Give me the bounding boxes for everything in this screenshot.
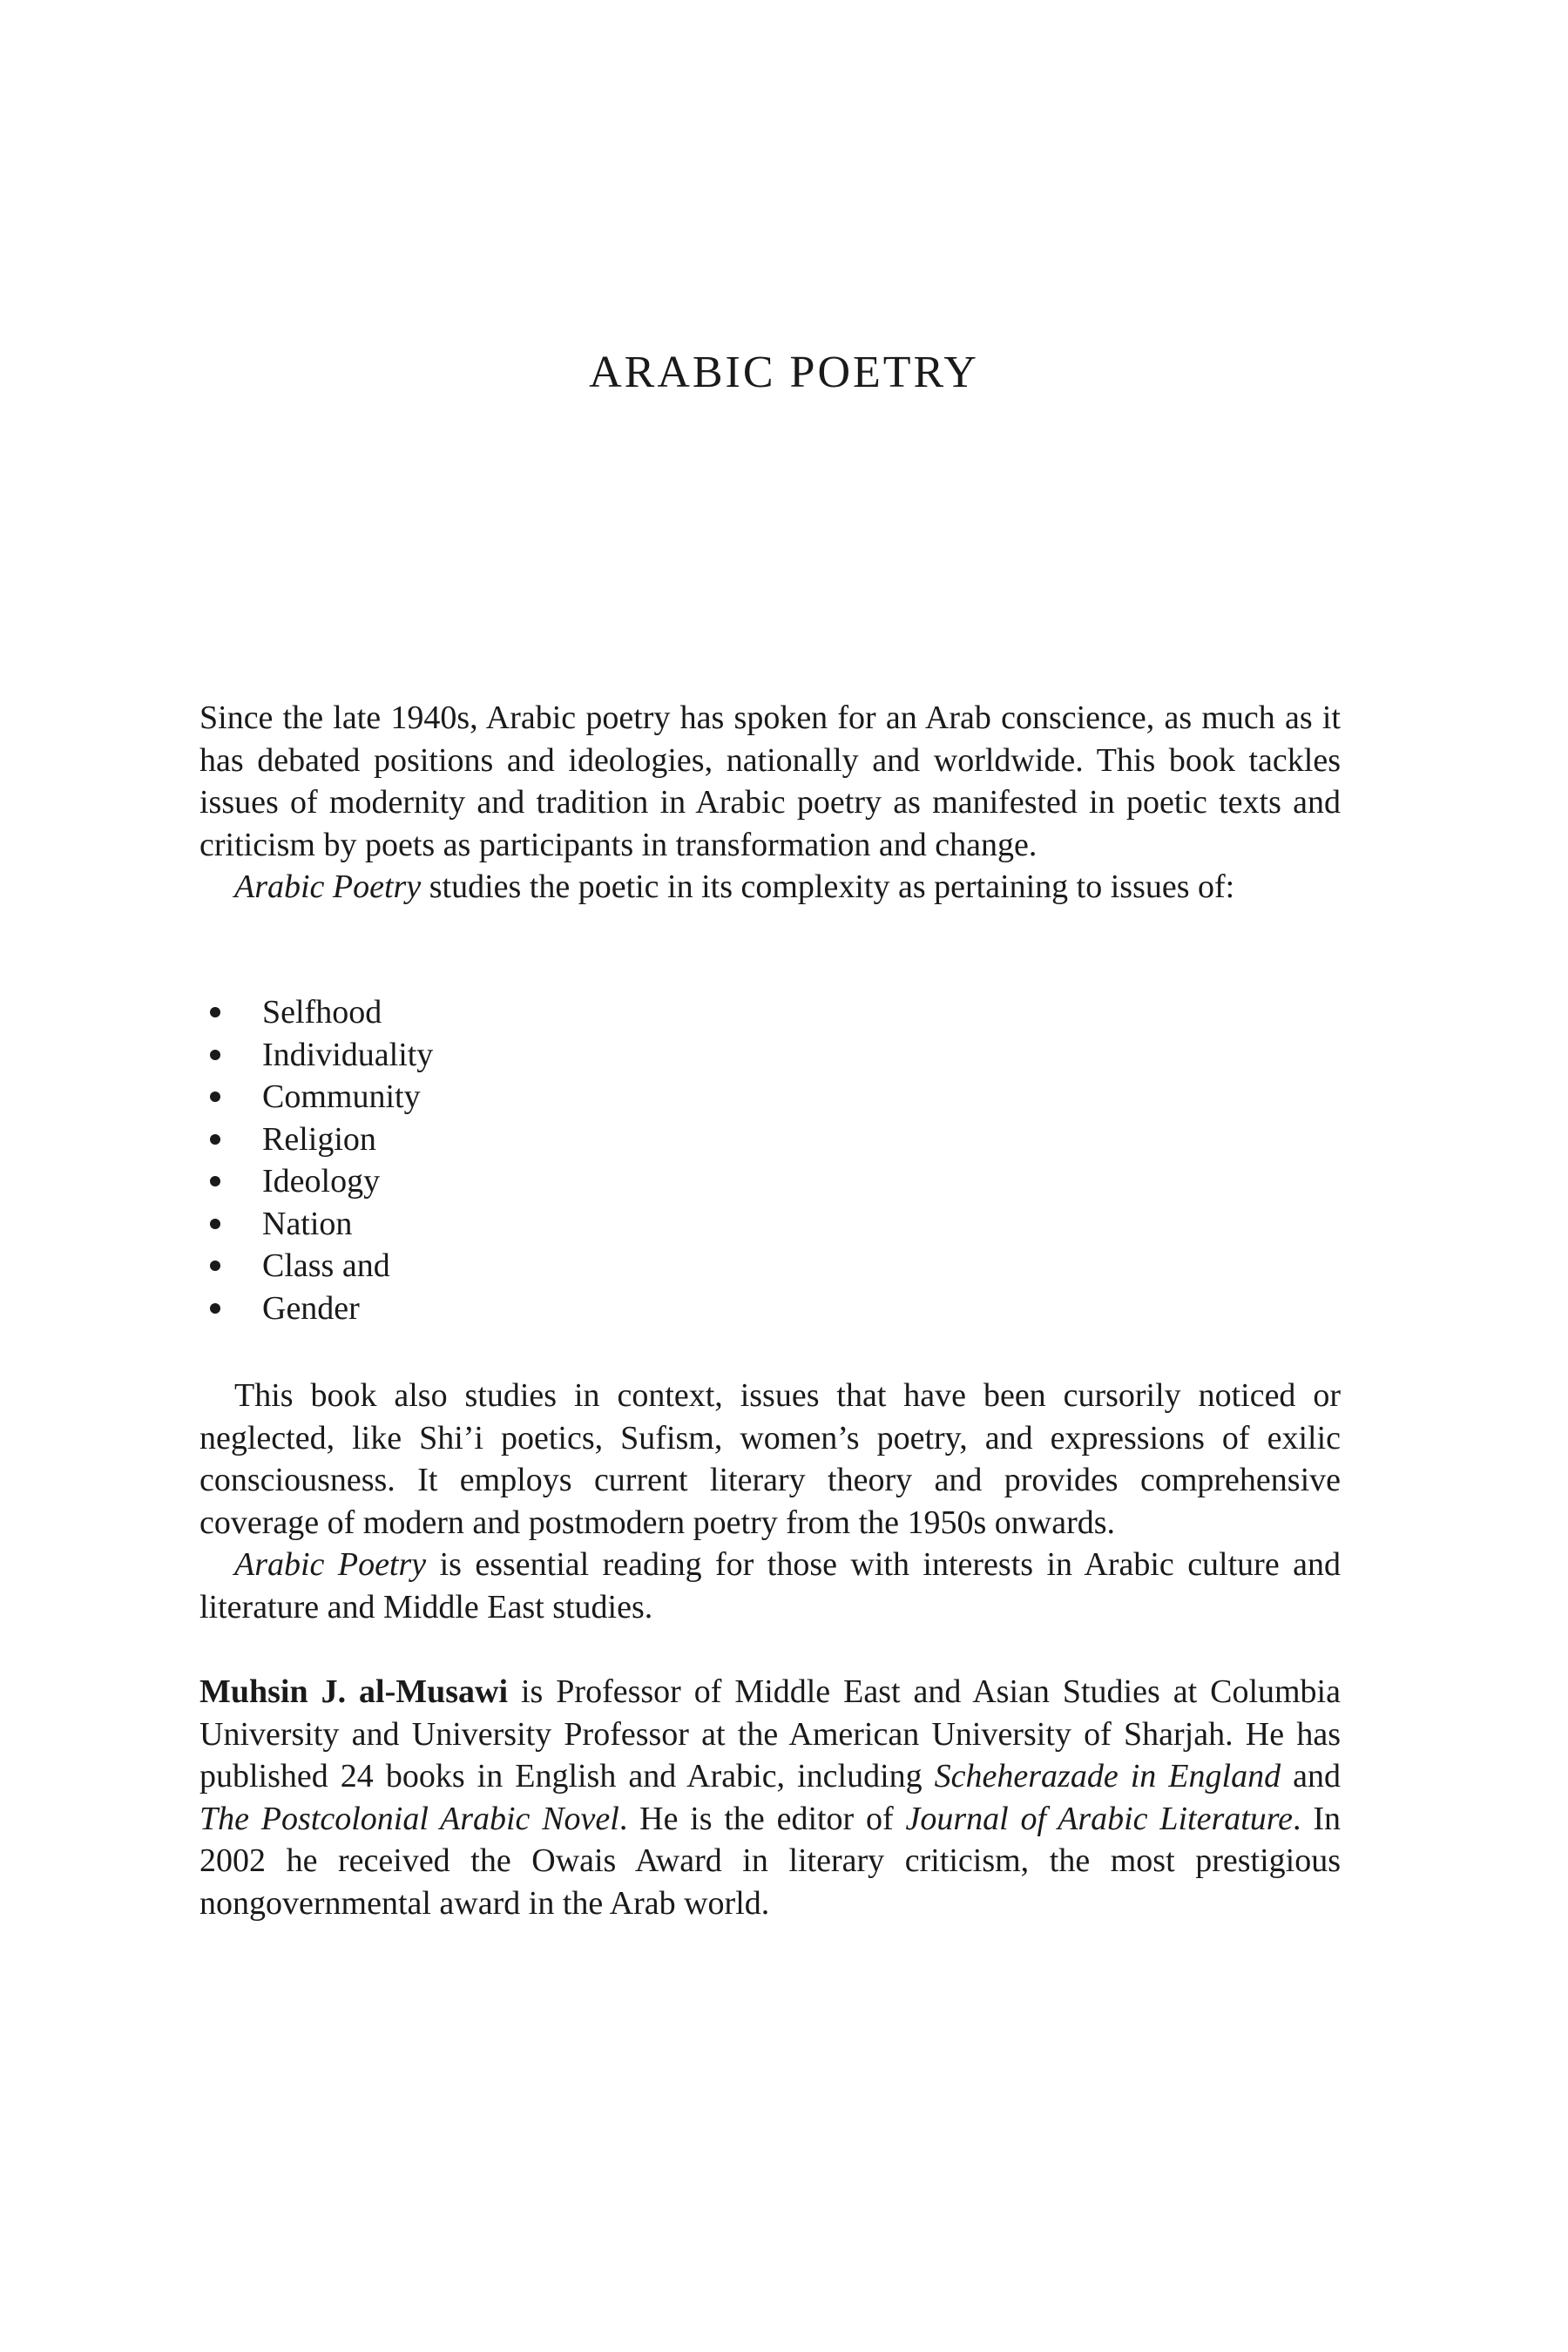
list-item [199,1034,433,1077]
page-title: ARABIC POETRY [589,348,979,397]
list-item [199,991,433,1034]
author-bio-text: . He is the editor of [618,1800,906,1837]
author-bio-text: . In 2002 he received the Owais Award in literary criticism, the most prestigious nongovernmental award in the Arab world. [199,1800,1341,1922]
list-item-label: Religion [262,1120,376,1158]
list-item [199,1076,433,1119]
context-paragraph: This book also studies in context, issues that have been cursorily noticed or neglected, like Shi’i poetics, Sufism, women’s poetry, and expressions of exilic consciousness. It employs current literary theory and provides comprehensive coverage of modern and postmodern poetry from the 1950s onwards. [199,1377,1341,1541]
author-bio-text: and [1281,1758,1341,1794]
bullet-icon [210,1303,220,1314]
readership-paragraph [199,1544,1341,1628]
readership-text: is essential reading for those with interests in Arabic culture and literature and Middle East studies. [199,1546,1341,1625]
journal-title: Journal of Arabic Literature [905,1800,1294,1837]
list-item-label: Selfhood [262,994,382,1031]
bullet-icon [210,1176,220,1186]
list-item [199,1119,433,1161]
context-section [199,1375,1341,1628]
bullet-icon [210,1007,220,1017]
intro-paragraph: Since the late 1940s, Arabic poetry has spoken for an Arab conscience, as much as it has debated positions and ideologies, nationally and worldwide. This book tackles issues of modernity and tradition in Arabic poetry as manifested in poetic texts and criticism by poets as participants in transformation and change. [199,700,1341,863]
list-item [199,1203,433,1246]
list-item-label: Individuality [262,1036,434,1073]
topics-list [199,991,433,1329]
book-title-scheherazade: Scheherazade in England [934,1758,1281,1794]
list-item [199,1160,433,1203]
author-bio-paragraph [199,1671,1341,1924]
list-item [199,1288,433,1330]
list-item-label: Ideology [262,1163,381,1200]
list-item [199,1245,433,1288]
bullet-icon [210,1092,220,1102]
book-title-postcolonial-novel: The Postcolonial Arabic Novel [199,1800,619,1837]
author-bio-text: is Professor of Middle East and Asian Studies at Columbia University and University Professor at the American University of Sharjah. He has published 24 books in English and Arabic, including [199,1673,1341,1794]
intro-section [199,697,1341,909]
list-item-label: Community [262,1078,421,1115]
list-item-label: Gender [262,1289,360,1327]
author-name: Muhsin J. al-Musawi [199,1673,509,1710]
author-bio-section [199,1671,1341,1924]
bullet-icon [210,1134,220,1145]
book-title-italic: Arabic Poetry [234,1546,427,1583]
list-item-label: Nation [262,1205,353,1242]
intro-topics-lead [199,866,1341,909]
bullet-icon [210,1219,220,1229]
bullet-icon [210,1260,220,1271]
book-title-italic: Arabic Poetry [234,868,422,905]
bullet-icon [210,1050,220,1060]
list-item-label: Class and [262,1247,390,1284]
intro-topics-lead-text: studies the poetic in its complexity as pertaining to issues of: [421,868,1235,905]
